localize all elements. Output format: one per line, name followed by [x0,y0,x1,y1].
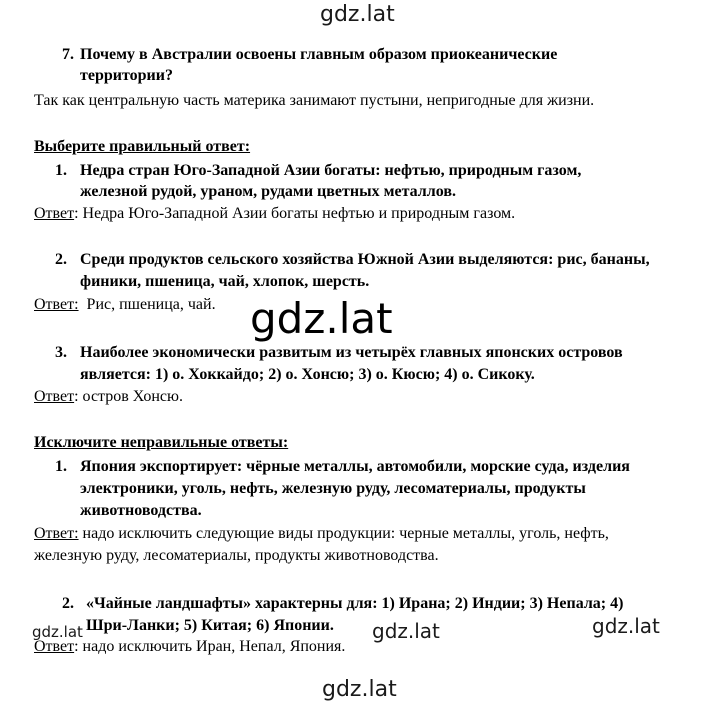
watermark-top: gdz.lat [320,2,395,27]
q7-answer: Так как центральную часть материка занимают пустыни, непригодные для жизни. [34,92,595,109]
answer-label: Ответ [34,388,75,405]
q7-question-line1: Почему в Австралии освоены главным образом приокеанические [80,46,558,63]
s2-item1-line2: электроники, уголь, нефть, железную руду, лесоматериалы, продукты [80,480,586,497]
watermark-right: gdz.lat [592,614,660,638]
s2-item1-answer-line2: железную руду, лесоматериалы, продукты животноводства. [34,547,439,564]
s1-item1-line2: железной рудой, ураном, рудами цветных металлов. [80,183,456,200]
answer-label: Ответ [34,205,75,222]
answer-text: надо исключить следующие виды продукции: черные металлы, уголь, нефть, [78,525,609,542]
s1-item3-line2: является: 1) о. Хоккайдо; 2) о. Хонсю; 3) о. Кюсю; 4) о. Сикоку. [80,366,535,383]
q7-number: 7. [62,46,74,63]
s2-item1-line3: животноводства. [80,502,202,519]
s1-item1-answer [34,204,515,224]
watermark-center: gdz.lat [250,294,393,343]
s2-item2-answer [34,637,345,657]
s1-item1-line1: Недра стран Юго-Западной Азии богаты: нефтью, природным газом, [80,162,582,179]
s1-item2-number: 2. [55,251,67,268]
section1-heading: Выберите правильный ответ: [34,138,251,155]
answer-label: Ответ: [34,525,79,542]
watermark-mid: gdz.lat [372,619,440,643]
s1-item3-line1: Наиболее экономически развитым из четырёх главных японских островов [80,344,623,361]
answer-text: Рис, пшеница, чай. [78,296,216,313]
answer-text: : остров Хонсю. [74,388,183,405]
answer-label: Ответ: [34,296,79,313]
s2-item2-number: 2. [62,595,74,612]
s1-item2-line2: финики, пшеница, чай, хлопок, шерсть. [80,273,370,290]
s2-item1-line1: Япония экспортирует: чёрные металлы, автомобили, морские суда, изделия [80,458,630,475]
s1-item3-answer [34,387,183,407]
s1-item2-answer [34,295,216,315]
s1-item1-number: 1. [55,162,67,179]
answer-text: : Недра Юго-Западной Азии богаты нефтью и природным газом. [74,205,516,222]
s2-item2-line2: Шри-Ланки; 5) Китая; 6) Японии. [86,617,334,634]
s1-item2-line1: Среди продуктов сельского хозяйства Южной Азии выделяются: рис, бананы, [80,251,650,268]
s2-item1-number: 1. [55,458,67,475]
section2-heading: Исключите неправильные ответы: [34,434,289,451]
watermark-bottom: gdz.lat [322,677,397,702]
q7-question-line2: территории? [80,67,173,84]
s1-item3-number: 3. [55,344,67,361]
answer-label: Ответ [34,638,75,655]
watermark-left: gdz.lat [32,623,83,641]
answer-text: : надо исключить Иран, Непал, Япония. [74,638,346,655]
s2-item2-line1: «Чайные ландшафты» характерны для: 1) Ирана; 2) Индии; 3) Непала; 4) [86,595,624,612]
s2-item1-answer [34,524,609,544]
